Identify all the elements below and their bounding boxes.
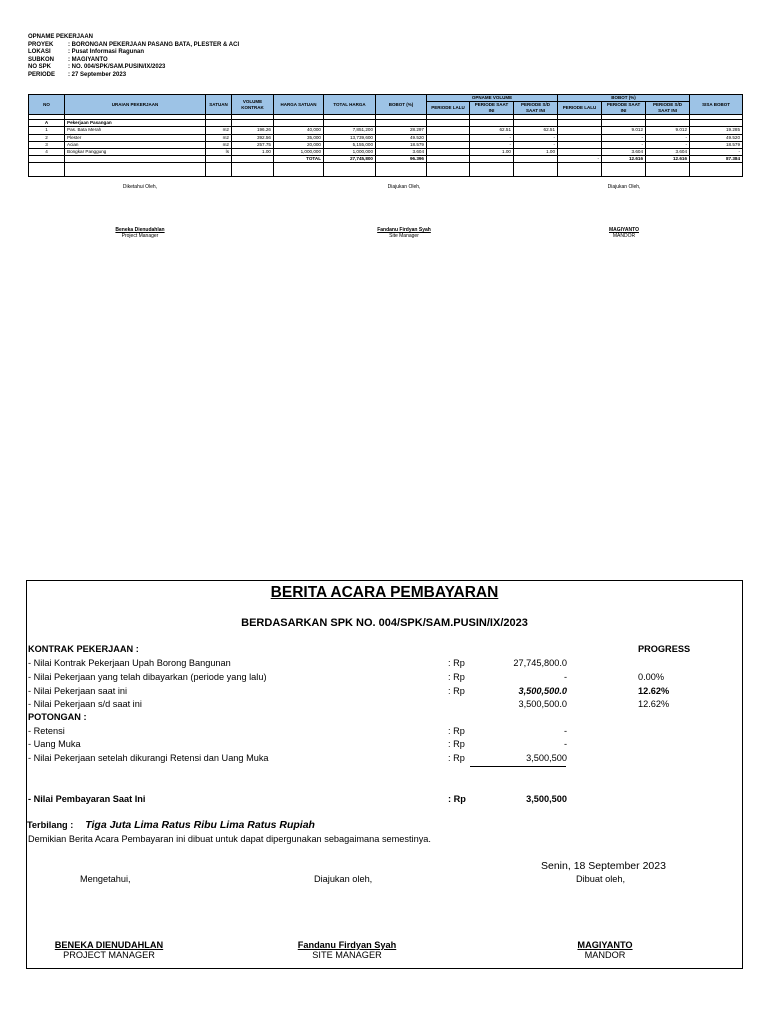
cell-harga: 1,000,000 — [274, 148, 324, 155]
cell-total: 1,000,000 — [324, 148, 376, 155]
cell-total: 13,739,600 — [324, 134, 376, 141]
info-no-spk — [28, 64, 239, 72]
cell-volume: 257.75 — [232, 141, 274, 148]
line-rp: : Rp — [448, 686, 465, 696]
cell-b-sd: 3.604 — [646, 148, 690, 155]
signature-title: Project Manager — [121, 233, 159, 239]
cell-total: 7,851,200 — [324, 127, 376, 134]
col-header-opname-volume: OPNAME VOLUME — [427, 95, 558, 102]
cell-harga: 40,000 — [274, 127, 324, 134]
pembayaran-rp: : Rp — [448, 794, 466, 804]
potongan-rp: : Rp — [448, 726, 465, 736]
cell-no: 3 — [29, 141, 65, 148]
section-label: Pekerjaan Pasangan — [65, 120, 206, 127]
col-header-bobot: BOBOT (%) — [376, 95, 427, 115]
terbilang-words: Tiga Juta Lima Ratus Ribu Lima Ratus Rupiah — [85, 819, 315, 831]
cell-no: 2 — [29, 134, 65, 141]
info-value: : MAGIYANTO — [68, 56, 108, 63]
cell-b-lalu — [558, 127, 602, 134]
cell-bobot: 49.520 — [376, 134, 427, 141]
info-value: : NO. 004/SPK/SAM.PUSIN/IX/2023 — [68, 64, 166, 71]
col-header-ov-saat: PERIODE SAAT INI — [470, 102, 514, 115]
kontrak-heading: KONTRAK PEKERJAAN : — [28, 644, 139, 654]
line-amount: 27,745,800.0 — [513, 658, 567, 668]
opname-signature-mandor — [564, 184, 684, 239]
cell-b-saat: 9.012 — [602, 127, 646, 134]
cell-ov-sd: 1.00 — [514, 148, 558, 155]
cell-ov-saat: - — [470, 134, 514, 141]
cell-ov-saat: - — [470, 141, 514, 148]
total-label: TOTAL — [274, 156, 324, 163]
cell-uraian: Bongkar Panggung — [65, 148, 206, 155]
table-row — [29, 134, 743, 141]
signature-role: Diajukan Oleh, — [387, 184, 421, 190]
cell-sisa: - — [690, 148, 743, 155]
col-header-ov-lalu: PERIODE LALU — [427, 102, 470, 115]
cell-b-sd: - — [646, 134, 690, 141]
cell-bobot: 18.579 — [376, 141, 427, 148]
table-end-row — [29, 163, 743, 177]
col-header-no: NO — [29, 95, 65, 115]
total-b-sd: 12.616 — [646, 156, 690, 163]
col-header-harga: HARGA SATUAN — [274, 95, 324, 115]
berita-acara-title: BERITA ACARA PEMBAYARAN — [270, 584, 499, 601]
signature-name: MAGIYANTO — [577, 940, 633, 950]
berita-acara-subtitle: BERDASARKAN SPK NO. 004/SPK/SAM.PUSIN/IX/2023 — [241, 617, 528, 629]
signature-title: MANDOR — [584, 950, 626, 960]
signature-name: Fandanu Firdyan Syah — [377, 227, 431, 233]
cell-harga: 35,000 — [274, 134, 324, 141]
col-header-b-saat: PERIODE SAAT INI — [602, 102, 646, 115]
potongan-label: - Retensi — [28, 726, 65, 736]
cell-ov-lalu — [427, 127, 470, 134]
cell-satuan: ls — [206, 148, 232, 155]
line-progress: 0.00% — [638, 672, 665, 682]
cell-b-saat: - — [602, 134, 646, 141]
cell-harga: 20,000 — [274, 141, 324, 148]
cell-bobot: 28.297 — [376, 127, 427, 134]
cell-ov-sd: 62.51 — [514, 127, 558, 134]
line-amount: - — [563, 672, 567, 682]
cell-volume: 392.56 — [232, 134, 274, 141]
pembayaran-label: - Nilai Pembayaran Saat Ini — [28, 794, 146, 804]
amount-underline — [470, 766, 566, 767]
potongan-label: - Uang Muka — [28, 739, 81, 749]
col-header-sisa: SISA BOBOT — [690, 95, 743, 115]
cell-no: 4 — [29, 148, 65, 155]
line-label: - Nilai Pekerjaan saat ini — [28, 686, 128, 696]
info-key: SUBKON — [28, 56, 55, 63]
opname-title: OPNAME PEKERJAAN — [28, 34, 94, 40]
signature-title: Site Manager — [389, 233, 419, 239]
signature-title: SITE MANAGER — [312, 950, 382, 960]
cell-b-lalu — [558, 134, 602, 141]
total-b-lalu: - — [558, 156, 602, 163]
cell-sisa: 19.285 — [690, 127, 743, 134]
col-header-total: TOTAL HARGA — [324, 95, 376, 115]
document-date: Senin, 18 September 2023 — [541, 860, 666, 872]
cell-ov-saat: 1.00 — [470, 148, 514, 155]
potongan-rp: : Rp — [448, 739, 465, 749]
cell-uraian: Plester — [65, 134, 206, 141]
col-header-b-sd: PERIODE S/D SAAT INI — [646, 102, 690, 115]
cell-uraian: Acian — [65, 141, 206, 148]
info-key: PERIODE — [28, 71, 56, 78]
signature-block-mandor — [543, 940, 667, 960]
cell-ov-saat: 62.51 — [470, 127, 514, 134]
line-progress: 12.62% — [638, 686, 670, 696]
opname-table — [28, 94, 743, 177]
cell-total: 5,155,000 — [324, 141, 376, 148]
cell-bobot: 3.604 — [376, 148, 427, 155]
info-periode — [28, 72, 239, 80]
info-value: : Pusat Informasi Ragunan — [68, 49, 145, 56]
cell-b-lalu — [558, 148, 602, 155]
table-row — [29, 141, 743, 148]
cell-b-saat: - — [602, 141, 646, 148]
signature-role: Diketahui Oleh, — [122, 184, 158, 190]
signature-name: BENEKA DIENUDAHLAN — [54, 940, 164, 950]
signature-block-pm — [47, 940, 171, 960]
info-value: : BORONGAN PEKERJAAN PASANG BATA, PLESTER & ACI — [68, 41, 240, 48]
section-code: A — [29, 120, 65, 127]
cell-sisa: 18.579 — [690, 141, 743, 148]
potongan-rp: : Rp — [448, 753, 465, 763]
signature-name: Fandanu Firdyan Syah — [297, 940, 397, 950]
potongan-label: - Nilai Pekerjaan setelah dikurangi Retensi dan Uang Muka — [28, 753, 269, 763]
signature-block-sm — [285, 940, 409, 960]
line-progress: 12.62% — [638, 699, 670, 709]
info-subkon — [28, 57, 239, 65]
cell-volume: 196.26 — [232, 127, 274, 134]
cell-satuan: m2 — [206, 141, 232, 148]
info-proyek — [28, 42, 239, 50]
info-lokasi — [28, 49, 239, 57]
line-rp: : Rp — [448, 658, 465, 668]
total-harga: 27,745,800 — [324, 156, 376, 163]
opname-signature-sm — [344, 184, 464, 239]
potongan-amount: - — [563, 726, 567, 736]
info-value: : 27 September 2023 — [68, 71, 127, 78]
total-bobot: 96.396 — [376, 156, 427, 163]
cell-volume: 1.00 — [232, 148, 274, 155]
line-amount: 3,500,500.0 — [518, 686, 567, 696]
table-header-row — [29, 95, 743, 102]
cell-ov-sd: - — [514, 141, 558, 148]
signature-role: Diajukan Oleh, — [607, 184, 641, 190]
cell-satuan: m2 — [206, 127, 232, 134]
signature-name: Beneka Dienudahlan — [115, 227, 165, 233]
cell-ov-lalu — [427, 141, 470, 148]
cell-sisa: 49.520 — [690, 134, 743, 141]
cell-b-sd: - — [646, 141, 690, 148]
potongan-amount: 3,500,500 — [526, 753, 567, 763]
progress-heading: PROGRESS — [638, 644, 691, 654]
cell-b-lalu — [558, 141, 602, 148]
cell-uraian: Pas. Bata Merah — [65, 127, 206, 134]
signature-role: Dibuat oleh, — [576, 874, 626, 884]
line-amount: 3,500,500.0 — [518, 699, 567, 709]
info-key: PROYEK — [28, 41, 54, 48]
cell-b-saat: 3.604 — [602, 148, 646, 155]
cell-satuan: m2 — [206, 134, 232, 141]
cell-ov-sd: - — [514, 134, 558, 141]
opname-signature-pm — [80, 184, 200, 239]
cell-no: 1 — [29, 127, 65, 134]
col-header-satuan: SATUAN — [206, 95, 232, 115]
col-header-bobot-group: BOBOT (%) — [558, 95, 690, 102]
total-b-saat: 12.616 — [602, 156, 646, 163]
potongan-heading: POTONGAN : — [28, 712, 87, 722]
table-section-row — [29, 120, 743, 127]
cell-b-sd: 9.012 — [646, 127, 690, 134]
potongan-amount: - — [563, 739, 567, 749]
signature-name: MAGIYANTO — [608, 227, 639, 233]
opname-header — [28, 34, 239, 80]
signature-role: Diajukan oleh, — [314, 874, 373, 884]
pembayaran-amount: 3,500,500 — [526, 794, 567, 804]
table-total-row — [29, 156, 743, 163]
info-key: NO SPK — [28, 64, 52, 71]
line-label: - Nilai Pekerjaan s/d saat ini — [28, 699, 142, 709]
col-header-uraian: URAIAN PEKERJAAN — [65, 95, 206, 115]
signature-role: Mengetahui, — [80, 874, 131, 884]
statement: Demikian Berita Acara Pembayaran ini dibuat untuk dapat dipergunakan sebagaimana semestinya. — [28, 834, 431, 844]
col-header-volume: VOLUME KONTRAK — [232, 95, 274, 115]
signature-title: MANDOR — [612, 233, 636, 239]
line-label: - Nilai Pekerjaan yang telah dibayarkan (periode yang lalu) — [28, 672, 267, 682]
col-header-b-lalu: PERIODE LALU — [558, 102, 602, 115]
info-key: LOKASI — [28, 49, 51, 56]
table-row — [29, 127, 743, 134]
terbilang-label: Terbilang : — [27, 820, 74, 830]
signature-title: PROJECT MANAGER — [63, 950, 155, 960]
table-row — [29, 148, 743, 155]
cell-ov-lalu — [427, 134, 470, 141]
terbilang — [27, 819, 315, 831]
col-header-ov-sd: PERIODE S/D SAAT INI — [514, 102, 558, 115]
berita-acara-box — [26, 580, 743, 969]
line-rp: : Rp — [448, 672, 465, 682]
cell-ov-lalu — [427, 148, 470, 155]
line-label: - Nilai Kontrak Pekerjaan Upah Borong Bangunan — [28, 658, 231, 668]
total-sisa: 87.384 — [690, 156, 743, 163]
